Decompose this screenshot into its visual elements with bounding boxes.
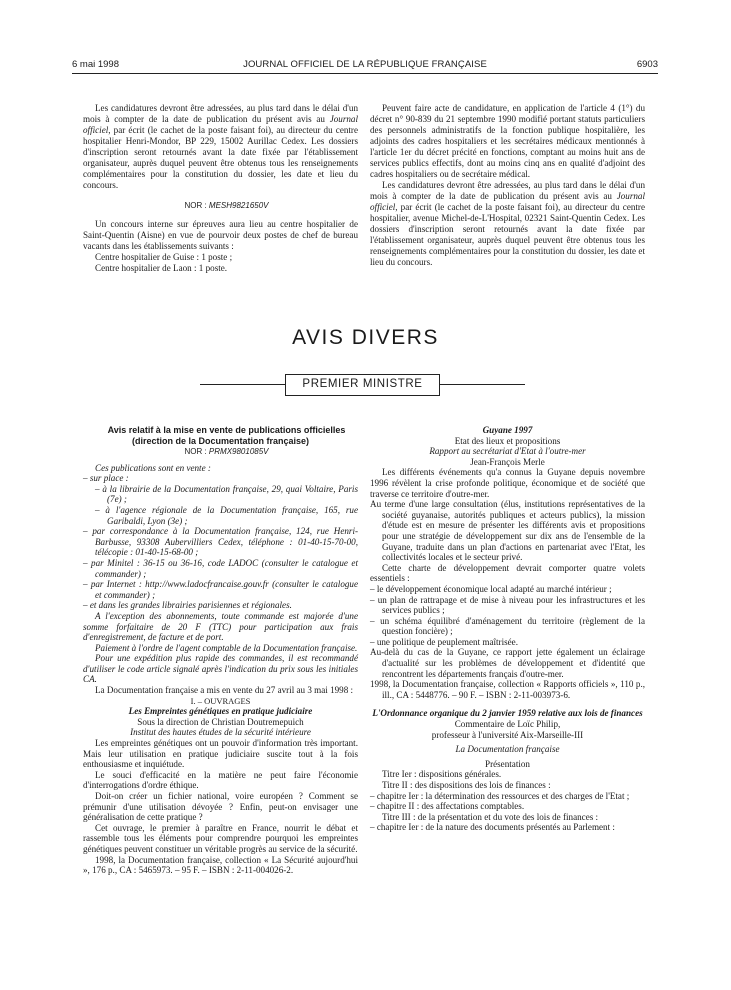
list-item: – à la librairie de la Documentation française, 29, quai Voltaire, Paris (7e) ;	[95, 483, 358, 505]
list-item: – par Minitel : 36-15 ou 36-16, code LADOC (consulter le catalogue et commander) ;	[83, 557, 358, 579]
book-professor: professeur à l'université Aix-Marseille-III	[431, 729, 584, 740]
paragraph: Les empreintes génétiques ont un pouvoir d'information très important. Mais leur utilisation en pratique judiciaire suscite tout à la fois enthousiasme et inquiétude.	[83, 738, 358, 770]
right-column	[370, 425, 645, 833]
header-journal-title: JOURNAL OFFICIEL DE LA RÉPUBLIQUE FRANÇAISE	[243, 59, 487, 70]
paragraph: Le souci d'efficacité en la matière ne peut faire l'économie d'interrogations d'ordre éthique.	[83, 769, 358, 791]
paragraph: 1998, la Documentation française, collection « La Sécurité aujourd'hui », 176 p., CA : 5465973. – 95 F. – ISBN : 2-11-004026-2.	[83, 854, 358, 876]
divider	[440, 384, 525, 385]
book-director: Sous la direction de Christian Doutremepuich	[137, 716, 304, 727]
list-item: – chapitre II : des affectations comptables.	[370, 801, 525, 812]
top-right-column	[370, 103, 645, 268]
list-item: Titre Ier : dispositions générales.	[382, 769, 502, 780]
paragraph: 1998, la Documentation française, collection « Rapports officiels », 110 p., ill., CA : 5448776. – 90 F. – ISBN : 2-11-003973-6.	[370, 679, 645, 700]
paragraph: Cet ouvrage, le premier à paraître en France, nourrit le débat et rassemble tous les éléments pour comprendre pourquoi les empreintes génétiques peuvent constituer un véritable progrès au service de la sécurité.	[83, 822, 358, 854]
book-title: Guyane 1997	[482, 425, 533, 435]
book-title: L'Ordonnance organique du 2 janvier 1959 relative aux lois de finances	[372, 708, 643, 719]
book-subtitle: Etat des lieux et propositions	[454, 435, 561, 446]
header-page-number: 6903	[636, 59, 658, 70]
ministry-label: PREMIER MINISTRE	[302, 378, 423, 390]
paragraph: Paiement à l'ordre de l'agent comptable de la Documentation française.	[95, 642, 358, 653]
paragraph: Les candidatures devront être adressées, au plus tard dans le délai d'un mois à compter de la date de publication du présent avis au Journal officiel, par écrit (le cachet de la poste faisant foi), au directeur du centre hospitalier, avenue Michel-de-L'Hospital, 02321 Saint-Quentin Cedex. Les dossiers d'inscription seront retournés avant la date fixée par l'établissement organisateur, auprès duquel peuvent être obtenus tous les renseignements complémentaires pour la constitution du dossier, les date et lieu du concours.	[370, 180, 645, 267]
top-left-column	[83, 103, 358, 274]
paragraph: Un concours interne sur épreuves aura lieu au centre hospitalier de Saint-Quentin (Aisne) en vue de pourvoir deux postes de chef de bureau vacants dans les établissements suivants :	[83, 219, 358, 251]
list-item: – un schéma équilibré d'aménagement du territoire (règlement de la question foncière) ;	[370, 615, 645, 637]
header-date: 6 mai 1998	[72, 59, 120, 70]
section-title: AVIS DIVERS	[292, 326, 439, 349]
list-item: – chapitre Ier : la détermination des ressources et des charges de l'Etat ;	[370, 790, 630, 801]
book-author: Jean-François Merle	[470, 456, 545, 467]
nor-reference: NOR : PRMX9801085V	[184, 447, 269, 456]
book-commentary: Commentaire de Loïc Philip,	[454, 719, 561, 730]
list-item: – une politique de peuplement maîtrisée.	[370, 636, 518, 647]
paragraph: Pour une expédition plus rapide des commandes, il est recommandé d'utiliser le code article signalé après l'indication du prix sous les initiales CA.	[83, 653, 358, 685]
list-item: – par Internet : http://www.ladocfrancaise.gouv.fr (consulter le catalogue et commander) ;	[83, 579, 358, 600]
book-title: Les Empreintes génétiques en pratique judiciaire	[128, 706, 313, 717]
nor-reference: NOR : MESH9821650V	[184, 201, 269, 210]
list-item: Titre III : de la présentation et du vote des lois de finances :	[382, 811, 599, 822]
list-item: Centre hospitalier de Laon : 1 poste.	[95, 263, 228, 273]
list-item: – le développement économique local adapté au marché intérieur ;	[370, 583, 612, 594]
divider	[200, 384, 285, 385]
paragraph: Au terme d'une large consultation (élus, institutions représentatives de la société guyanaise, autorités publiques et acteurs publics), la mission d'étude est en mesure de présenter les différents avis et propositions pour une stratégie de développement sur dix ans de l'ensemble de la Guyane, traduite dans un plan d'actions en partenariat avec l'Etat, les collectivités locales et le secteur privé.	[370, 499, 645, 563]
left-column	[83, 425, 358, 876]
paragraph: Au-delà du cas de la Guyane, ce rapport jette également un éclairage d'actualité sur les problèmes de développement et d'identité que rencontrent les départements français d'outre-mer.	[370, 647, 645, 679]
list-item: Titre II : des dispositions des lois de finances :	[382, 780, 551, 790]
list-item: – et dans les grandes librairies parisiennes et régionales.	[83, 600, 292, 611]
list-item: – par correspondance à la Documentation française, 124, rue Henri-Barbusse, 93308 Aubervilliers Cedex, téléphone : 01-40-15-70-00, télécopie : 01-40-15-68-00 ;	[83, 526, 358, 558]
book-publisher: La Documentation française	[455, 744, 560, 755]
paragraph: Les candidatures devront être adressées, au plus tard dans le délai d'un mois à compter de la date de publication du présent avis au Journal officiel, par écrit (le cachet de la poste faisant foi), au directeur du centre hospitalier Henri-Mondor, BP 229, 15002 Aurillac Cedex. Les dossiers d'inscription seront retournés avant la date fixée par l'établissement organisateur, auprès duquel peuvent être obtenus tous les renseignements complémentaires pour la constitution du dossier, les date et lieu du concours.	[83, 103, 358, 190]
paragraph: La Documentation française a mis en vente du 27 avril au 3 mai 1998 :	[95, 685, 354, 696]
paragraph: A l'exception des abonnements, toute commande est majorée d'une somme forfaitaire de 20 F (TTC) pour participation aux frais d'enregistrement, de facture et de port.	[83, 610, 358, 643]
paragraph: Ces publications sont en vente :	[95, 462, 211, 473]
list-item: Centre hospitalier de Guise : 1 poste ;	[95, 252, 233, 262]
paragraph: Peuvent faire acte de candidature, en application de l'article 4 (1°) du décret n° 90-839 du 21 septembre 1990 modifié portant statuts particuliers des personnels administratifs de la fonction publique hospitalière, les adjoints des cadres hospitaliers et les secrétaires médicaux mentionnés à l'article 1er du décret précité en fonctions, comptant au moins huit ans de services publics effectifs, dont au moins cinq ans en qualité d'adjoint des cadres hospitaliers ou de secrétaire médical.	[370, 103, 645, 179]
paragraph: Doit-on créer un fichier national, voire européen ? Comment se prémunir d'une utilisation dévoyée ? Enfin, peut-on envisager une généralisation de cette pratique ?	[83, 791, 358, 823]
notice-heading: Avis relatif à la mise en vente de publications officielles (direction de la Documentation française)	[107, 425, 346, 446]
list-item: – sur place :	[83, 473, 129, 484]
header-rule	[72, 73, 658, 74]
paragraph: Les différents événements qu'a connus la Guyane depuis novembre 1996 révèlent la crise profonde politique, économique et de société que traverse ce territoire d'outre-mer.	[370, 467, 645, 499]
list-item: – un plan de rattrapage et de mise à niveau pour les infrastructures et les services publics ;	[370, 594, 645, 616]
book-report: Rapport au secrétariat d'Etat à l'outre-mer	[429, 446, 586, 457]
subsection-title: I. – OUVRAGES	[190, 695, 251, 706]
list-item: – chapitre Ier : de la nature des documents présentés au Parlement :	[370, 822, 615, 833]
book-institute: Institut des hautes études de la sécurité intérieure	[130, 727, 311, 738]
paragraph: Cette charte de développement devrait comporter quatre volets essentiels :	[370, 562, 645, 584]
list-item: – à l'agence régionale de la Documentation française, 165, rue Garibaldi, Lyon (3e) ;	[95, 504, 358, 526]
book-section: Présentation	[485, 758, 530, 769]
page-header	[72, 59, 658, 73]
